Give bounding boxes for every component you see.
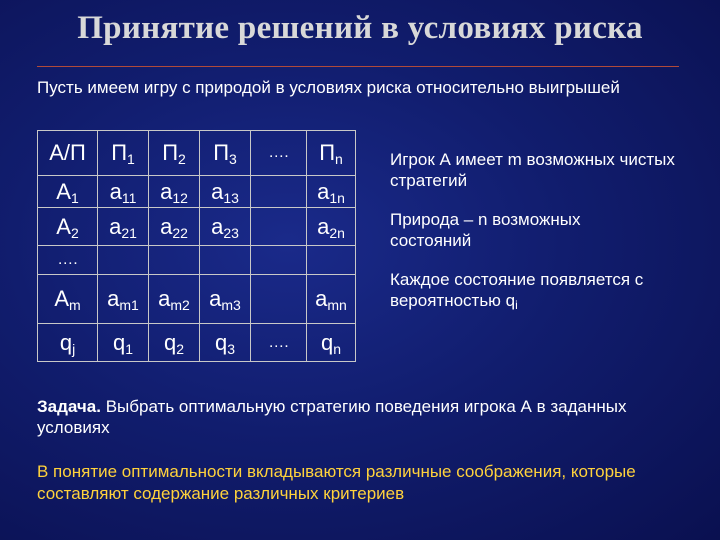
- matrix-cell: $П_1$: [98, 131, 149, 176]
- matrix-cell: $А_m$: [38, 275, 98, 324]
- matrix-row: [38, 246, 356, 275]
- matrix-probability-row: [38, 324, 356, 362]
- matrix-cell: $a_{m3}$: [200, 275, 251, 324]
- matrix-cell: $a_{m1}$: [98, 275, 149, 324]
- matrix-cell: $a_{12}$: [149, 176, 200, 208]
- task-text: Выбрать оптимальную стратегию поведения игрока А в заданных условиях: [37, 397, 627, 437]
- slide-title: Принятие решений в условиях риска: [77, 10, 643, 46]
- matrix-cell: $П_n$: [307, 131, 356, 176]
- matrix-cell: $a_{1n}$: [307, 176, 356, 208]
- matrix-cell: [251, 246, 307, 275]
- player-strategies-note: Игрок А имеет m возможных чистых стратегий: [390, 150, 675, 190]
- matrix-cell: $q_3$: [200, 324, 251, 362]
- matrix-row: [38, 208, 356, 246]
- matrix-cell: $a_{13}$: [200, 176, 251, 208]
- matrix-cell: $a_{21}$: [98, 208, 149, 246]
- matrix-cell: ….: [38, 246, 98, 275]
- matrix-cell: [98, 246, 149, 275]
- matrix-cell: [251, 176, 307, 208]
- matrix-cell: $А_2$: [38, 208, 98, 246]
- matrix-cell: ….: [251, 131, 307, 176]
- matrix-cell: [251, 275, 307, 324]
- matrix-cell: $a_{23}$: [200, 208, 251, 246]
- matrix-cell: ….: [251, 324, 307, 362]
- payoff-matrix: [37, 130, 356, 362]
- probability-note: Каждое состояние появляется с вероятностью $q_i$: [390, 270, 644, 312]
- matrix-cell: $a_{2n}$: [307, 208, 356, 246]
- matrix-cell: $А_1$: [38, 176, 98, 208]
- matrix-cell: [307, 246, 356, 275]
- matrix-cell: [251, 208, 307, 246]
- matrix-cell: $a_{m2}$: [149, 275, 200, 324]
- matrix-header-row: [38, 131, 356, 176]
- matrix-row: [38, 176, 356, 208]
- matrix-cell: $a_{22}$: [149, 208, 200, 246]
- criteria-note: В понятие оптимальности вкладываются различные соображения, которые составляют содержание различных критериев: [37, 462, 636, 503]
- matrix-cell: $q_n$: [307, 324, 356, 362]
- nature-states-note: Природа – n возможных состояний: [390, 210, 581, 250]
- task-label: Задача.: [37, 397, 101, 416]
- matrix-cell: А/П: [38, 131, 98, 176]
- title-divider: [37, 66, 679, 67]
- intro-text: Пусть имеем игру с природой в условиях риска относительно выигрышей: [37, 78, 620, 97]
- matrix-cell: $a_{mn}$: [307, 275, 356, 324]
- task-statement: [37, 396, 687, 438]
- matrix-row: [38, 275, 356, 324]
- matrix-cell: [149, 246, 200, 275]
- matrix-cell: $П_3$: [200, 131, 251, 176]
- matrix-cell: $q_j$: [38, 324, 98, 362]
- matrix-cell: $П_2$: [149, 131, 200, 176]
- matrix-cell: [200, 246, 251, 275]
- matrix-cell: $q_1$: [98, 324, 149, 362]
- matrix-cell: $q_2$: [149, 324, 200, 362]
- matrix-cell: $a_{11}$: [98, 176, 149, 208]
